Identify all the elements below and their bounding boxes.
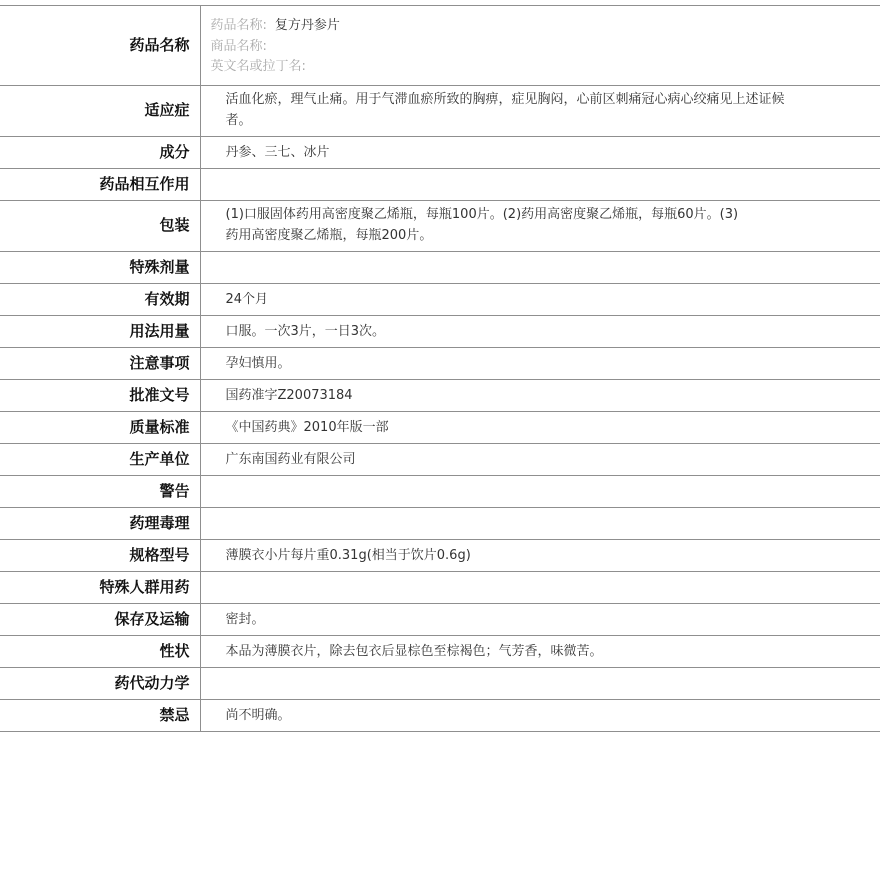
row-value (200, 507, 880, 539)
drug-info-table (0, 5, 880, 732)
row-packaging (0, 200, 880, 251)
row-label: 成分 (0, 136, 200, 168)
row-value: (1)口服固体药用高密度聚乙烯瓶，每瓶100片。(2)药用高密度聚乙烯瓶，每瓶60片。(3)药用高密度聚乙烯瓶，每瓶200片。 (225, 206, 739, 243)
row-indications (0, 85, 880, 136)
row-value-cell (200, 85, 880, 136)
row-shelf-life (0, 283, 880, 315)
row-value: 薄膜衣小片每片重0.31g(相当于饮片0.6g) (200, 539, 880, 571)
row-label: 质量标准 (0, 411, 200, 443)
row-ingredients (0, 136, 880, 168)
row-value: 密封。 (200, 603, 880, 635)
row-precautions (0, 347, 880, 379)
drug-name-value: 复方丹参片 (274, 18, 340, 33)
row-value: 孕妇慎用。 (200, 347, 880, 379)
row-label: 药品相互作用 (0, 168, 200, 200)
row-label: 包装 (0, 200, 200, 251)
row-value (200, 168, 880, 200)
english-name-line (211, 57, 871, 78)
row-drug-name (0, 6, 880, 86)
row-manufacturer (0, 443, 880, 475)
row-label: 批准文号 (0, 379, 200, 411)
row-dosage (0, 315, 880, 347)
row-label: 药品名称 (0, 6, 200, 86)
row-label: 生产单位 (0, 443, 200, 475)
row-value: 广东南国药业有限公司 (200, 443, 880, 475)
row-pharmacology (0, 507, 880, 539)
row-value: 本品为薄膜衣片，除去包衣后显棕色至棕褐色；气芳香，味微苦。 (200, 635, 880, 667)
row-specification (0, 539, 880, 571)
row-quality-standard (0, 411, 880, 443)
row-special-populations (0, 571, 880, 603)
row-value (200, 667, 880, 699)
row-label: 注意事项 (0, 347, 200, 379)
drug-name-key: 药品名称: (210, 18, 267, 33)
row-value: 活血化瘀，理气止痛。用于气滞血瘀所致的胸痹，症见胸闷，心前区刺痛冠心病心绞痛见上述证候者。 (225, 91, 785, 128)
row-value: 24个月 (200, 283, 880, 315)
row-contraindications (0, 699, 880, 731)
row-label: 适应症 (0, 85, 200, 136)
name-block (200, 6, 880, 86)
row-label: 用法用量 (0, 315, 200, 347)
row-warning (0, 475, 880, 507)
row-label: 药理毒理 (0, 507, 200, 539)
row-description (0, 635, 880, 667)
drug-name-line (211, 16, 871, 37)
row-label: 特殊人群用药 (0, 571, 200, 603)
row-label: 性状 (0, 635, 200, 667)
english-name-key: 英文名或拉丁名: (210, 59, 306, 74)
row-label: 有效期 (0, 283, 200, 315)
row-interactions (0, 168, 880, 200)
row-label: 药代动力学 (0, 667, 200, 699)
row-approval-number (0, 379, 880, 411)
trade-name-key: 商品名称: (210, 38, 267, 54)
row-label: 保存及运输 (0, 603, 200, 635)
row-label: 禁忌 (0, 699, 200, 731)
row-label: 特殊剂量 (0, 251, 200, 283)
row-value: 国药准字Z20073184 (200, 379, 880, 411)
row-value (200, 251, 880, 283)
row-value: 丹参、三七、冰片 (200, 136, 880, 168)
row-value (200, 571, 880, 603)
row-pharmacokinetics (0, 667, 880, 699)
row-value: 《中国药典》2010年版一部 (200, 411, 880, 443)
row-label: 警告 (0, 475, 200, 507)
row-special-dosage (0, 251, 880, 283)
row-value-cell (200, 200, 880, 251)
row-value: 尚不明确。 (200, 699, 880, 731)
row-value (200, 475, 880, 507)
row-storage (0, 603, 880, 635)
row-label: 规格型号 (0, 539, 200, 571)
row-value: 口服。一次3片，一日3次。 (200, 315, 880, 347)
trade-name-line (211, 37, 871, 58)
